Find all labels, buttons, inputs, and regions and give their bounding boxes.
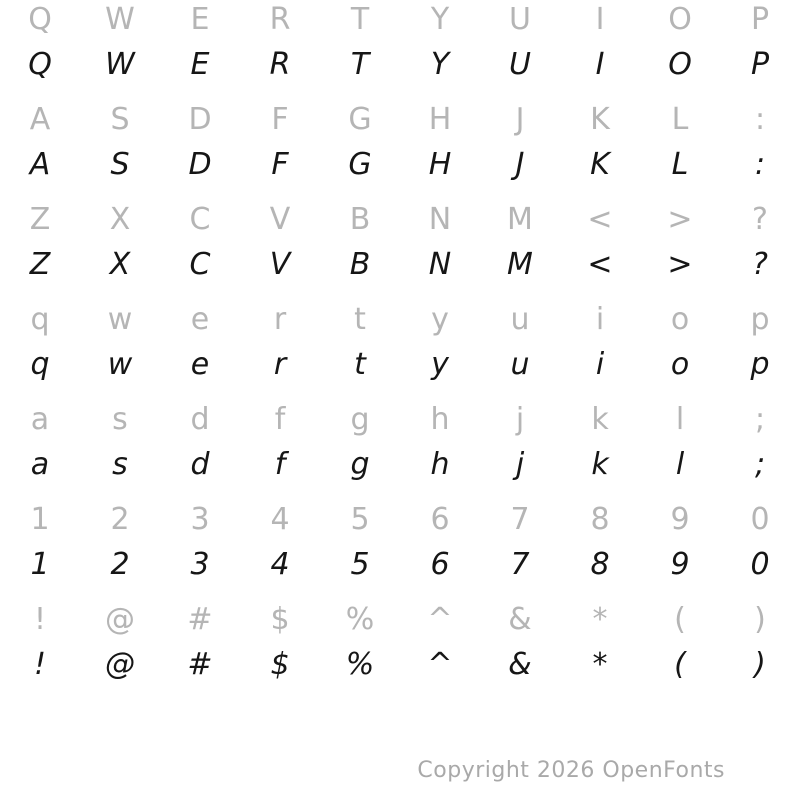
glyph-ghost: t [354,302,366,337]
glyph-ghost: 9 [670,502,690,537]
glyph-ghost: ? [752,202,768,237]
glyph-sample: @ [105,647,135,682]
glyph-ghost: f [274,402,286,437]
glyph-ghost: W [105,2,135,37]
glyph-ghost: B [349,202,371,237]
glyph-ghost: : [754,102,766,137]
glyph-sample: 7 [510,547,530,582]
glyph-sample: % [345,647,375,682]
glyph-ghost: 8 [590,502,610,537]
glyph-sample: U [509,47,531,82]
glyph-ghost: @ [105,602,135,637]
glyph-ghost: h [430,402,450,437]
glyph-sample: S [110,147,130,182]
glyph-ghost: 3 [190,502,210,537]
glyph-ghost: q [30,302,50,337]
glyph-ghost: a [30,402,50,437]
glyph-sample: L [671,147,689,182]
glyph-ghost: % [345,602,375,637]
glyph-sample: 4 [270,547,290,582]
glyph-ghost: 0 [750,502,770,537]
glyph-sample: k [591,447,609,482]
glyph-sample: d [190,447,210,482]
glyph-sample: > [667,247,693,282]
glyph-sample: w [107,347,133,382]
glyph-ghost: E [190,2,210,37]
glyph-ghost: s [112,402,128,437]
glyph-sample: 5 [350,547,370,582]
glyph-sample: T [350,47,370,82]
glyph-ghost: r [273,302,287,337]
glyph-sample: 8 [590,547,610,582]
glyph-sample: J [515,147,525,182]
glyph-sample: $ [270,647,290,682]
glyph-sample: r [273,347,287,382]
glyph-ghost: # [187,602,213,637]
glyph-sample: A [29,147,51,182]
glyph-row-pair-4 [0,400,800,500]
glyph-sample: < [587,247,613,282]
glyph-sample: 2 [110,547,130,582]
glyph-sample: O [668,47,692,82]
glyph-ghost: X [109,202,131,237]
glyph-sample: M [507,247,533,282]
glyph-row-pair-5 [0,500,800,600]
glyph-sample: # [187,647,213,682]
glyph-sample: & [508,647,532,682]
glyph-sample: p [750,347,770,382]
glyph-ghost-line-1 [0,95,800,145]
glyph-sample: C [189,247,211,282]
glyph-row-pair-3 [0,300,800,400]
glyph-ghost: T [350,2,370,37]
glyph-sample: E [190,47,210,82]
glyph-sample: N [428,247,452,282]
glyph-ghost-line-0 [0,0,800,45]
glyph-ghost: I [595,2,605,37]
glyph-ghost: C [189,202,211,237]
glyph-ghost: ( [674,602,686,637]
glyph-ghost: J [515,102,525,137]
glyph-sample: X [109,247,131,282]
glyph-sample: G [348,147,372,182]
glyph-sample: 6 [430,547,450,582]
glyph-sample: : [754,147,766,182]
glyph-sample: u [510,347,530,382]
glyph-ghost: 2 [110,502,130,537]
glyph-ghost: j [515,402,525,437]
glyph-sample: t [354,347,366,382]
glyph-sample-line-3 [0,340,800,390]
glyph-sample: V [269,247,291,282]
glyph-ghost: P [750,2,770,37]
glyph-sample: ( [674,647,686,682]
glyph-sample: ? [752,247,768,282]
glyph-sample-line-4 [0,440,800,490]
glyph-ghost: D [188,102,212,137]
glyph-ghost: ) [754,602,766,637]
glyph-sample: Q [28,47,52,82]
glyph-ghost-line-5 [0,495,800,545]
glyph-ghost: O [668,2,692,37]
glyph-ghost: k [591,402,609,437]
glyph-ghost: e [190,302,210,337]
glyph-sample: l [675,447,685,482]
glyph-row-pair-1 [0,100,800,200]
glyph-sample: 9 [670,547,690,582]
glyph-ghost: l [675,402,685,437]
glyph-ghost: 4 [270,502,290,537]
glyph-ghost: 1 [30,502,50,537]
glyph-ghost: Y [430,2,450,37]
glyph-sample-line-1 [0,140,800,190]
glyph-ghost: g [350,402,370,437]
glyph-ghost: i [595,302,605,337]
glyph-ghost: d [190,402,210,437]
glyph-ghost-line-4 [0,395,800,445]
glyph-ghost: Q [28,2,52,37]
glyph-sample: y [431,347,449,382]
glyph-sample: 3 [190,547,210,582]
glyph-sample: Y [430,47,450,82]
glyph-sample: ^ [427,647,453,682]
glyph-sample-line-6 [0,640,800,690]
glyph-sample: ! [33,647,47,682]
glyph-ghost-line-6 [0,595,800,645]
glyph-sample: H [428,147,452,182]
glyph-ghost-line-3 [0,295,800,345]
glyph-sample: s [112,447,128,482]
glyph-sample-line-2 [0,240,800,290]
glyph-sample-line-0 [0,40,800,90]
glyph-ghost: V [269,202,291,237]
glyph-ghost: ; [754,402,766,437]
glyph-row-pair-2 [0,200,800,300]
glyph-ghost: & [508,602,532,637]
glyph-sample: ) [754,647,766,682]
glyph-sample: j [515,447,525,482]
glyph-sample: W [105,47,135,82]
glyph-ghost: ^ [427,602,453,637]
glyph-ghost: * [592,602,608,637]
glyph-ghost: S [110,102,130,137]
glyph-sample: q [30,347,50,382]
glyph-ghost: w [107,302,133,337]
glyph-sample: o [670,347,690,382]
glyph-ghost: $ [270,602,290,637]
glyph-ghost: L [671,102,689,137]
glyph-ghost: G [348,102,372,137]
glyph-sample: K [590,147,610,182]
glyph-ghost: > [667,202,693,237]
glyph-sample: a [30,447,50,482]
glyph-sample: F [271,147,289,182]
glyph-sample: 0 [750,547,770,582]
glyph-sample: h [430,447,450,482]
glyph-ghost: R [269,2,291,37]
glyph-sample: B [349,247,371,282]
glyph-sample: * [592,647,608,682]
glyph-ghost: M [507,202,533,237]
glyph-ghost: U [509,2,531,37]
copyright-text: Copyright 2026 OpenFonts [417,758,725,783]
glyph-ghost: < [587,202,613,237]
glyph-sample: f [274,447,286,482]
glyph-sample: g [350,447,370,482]
glyph-sample-line-5 [0,540,800,590]
glyph-row-pair-0 [0,0,800,100]
glyph-sample: e [190,347,210,382]
glyph-ghost: Z [29,202,51,237]
glyph-sample: i [595,347,605,382]
glyph-ghost: o [670,302,690,337]
glyph-ghost: A [29,102,51,137]
glyph-sample: Z [29,247,51,282]
glyph-ghost-line-2 [0,195,800,245]
glyph-ghost: ! [33,602,47,637]
glyph-sample: I [595,47,605,82]
glyph-ghost: F [271,102,289,137]
glyph-ghost: p [750,302,770,337]
glyph-ghost: H [428,102,452,137]
glyph-ghost: 5 [350,502,370,537]
glyph-ghost: K [590,102,610,137]
glyph-sample: R [269,47,291,82]
glyph-sample: P [750,47,770,82]
glyph-ghost: N [428,202,452,237]
glyph-ghost: 7 [510,502,530,537]
glyph-row-pair-6 [0,600,800,700]
glyph-ghost: y [431,302,449,337]
glyph-ghost: u [510,302,530,337]
glyph-ghost: 6 [430,502,450,537]
glyph-sample: ; [754,447,766,482]
glyph-sample: D [188,147,212,182]
glyph-sample: 1 [30,547,50,582]
